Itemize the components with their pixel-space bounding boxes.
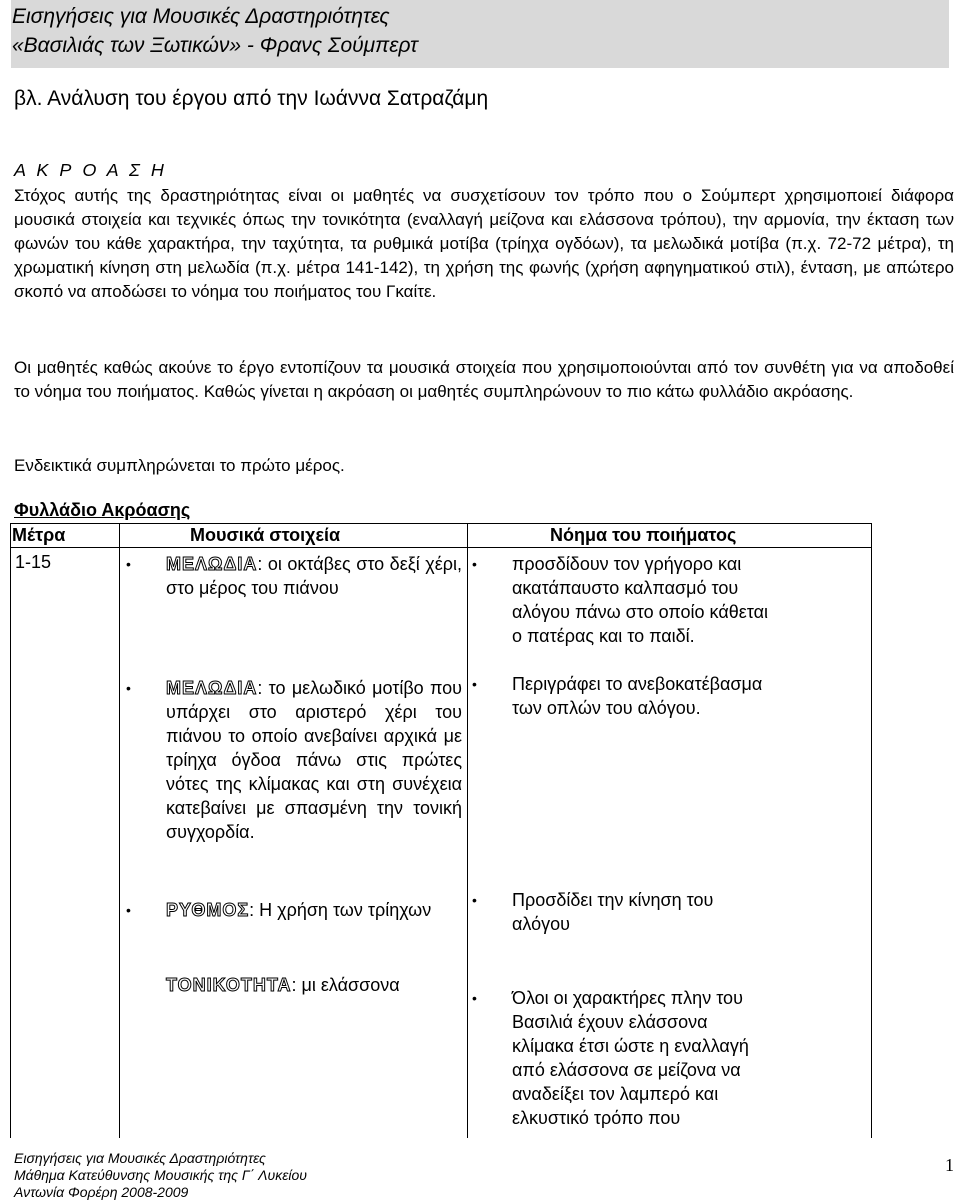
column-header-meaning: Νόημα του ποιήματος xyxy=(550,525,737,545)
bullet-icon: • xyxy=(126,680,131,696)
page-number: 1 xyxy=(945,1155,954,1175)
header-title-line1: Εισηγήσεις για Μουσικές Δραστηριότητες xyxy=(12,5,390,28)
table-border-left xyxy=(10,523,11,1138)
table-divider-2 xyxy=(467,523,468,1138)
paragraph-process: Οι μαθητές καθώς ακούνε το έργο εντοπίζουν τα μουσικά στοιχεία που χρησιμοποιούνται από τον συνθέτη για να αποδοθεί το νόημα του ποιήματος. Καθώς γίνεται η ακρόαση οι μαθητές συμπληρώνουν το πιο κάτω φυλλάδιο ακρόασης. xyxy=(14,358,954,401)
document-header xyxy=(11,0,949,68)
column-header-elements: Μουσικά στοιχεία xyxy=(190,525,341,545)
element-text: : μι ελάσσονα xyxy=(291,975,400,995)
measures-cell: 1-15 xyxy=(15,552,52,572)
section-heading: Α Κ Ρ Ο Α Σ Η xyxy=(14,160,167,180)
table-divider-1 xyxy=(119,523,120,1138)
footer-line1: Εισηγήσεις για Μουσικές Δραστηριότητες xyxy=(14,1150,266,1166)
paragraph-note: Ενδεικτικά συμπληρώνεται το πρώτο μέρος. xyxy=(14,456,345,475)
bullet-icon: • xyxy=(472,990,477,1006)
table-header-rule xyxy=(10,547,872,548)
element-text: : το μελωδικό μοτίβο που υπάρχει στο αριστερό χέρι του πιάνου το οποίο ανεβαίνει αρχικά με τρίηχα όγδοα πάνω στις πρώτες νότες της κλίμακας και στη συνέχεια κατεβαίνει με σπασμένη την τονική συγχορδία. xyxy=(166,678,462,842)
footer-line2: Μάθημα Κατεύθυνσης Μουσικής της Γ΄ Λυκείου xyxy=(14,1167,307,1183)
meaning-text: Όλοι οι χαρακτήρες πλην του Βασιλιά έχουν ελάσσονα κλίμακα έτσι ώστε η εναλλαγή από ελάσσονα σε μείζονα να αναδείξει τον λαμπερό και ελκυστικό τρόπο που xyxy=(512,988,749,1128)
subtitle: βλ. Ανάλυση του έργου από την Ιωάννα Σατραζάμη xyxy=(14,87,489,110)
element-keyword: ΡΥΘΜΟΣ xyxy=(166,900,250,920)
column-header-measures: Μέτρα xyxy=(12,525,66,545)
bullet-icon: • xyxy=(472,676,477,692)
meaning-text: προσδίδουν τον γρήγορο και ακατάπαυστο καλπασμό του αλόγου πάνω στο οποίο κάθεται ο πατέρας και το παιδί. xyxy=(512,554,769,646)
table-top-rule xyxy=(10,523,872,524)
element-keyword: ΜΕΛΩΔΙΑ xyxy=(166,554,258,574)
paragraph-goal: Στόχος αυτής της δραστηριότητας είναι οι μαθητές να συσχετίσουν τον τρόπο που ο Σούμπερτ χρησιμοποιεί διάφορα μουσικά στοιχεία και τεχνικές όπως την τονικότητα (εναλλαγή μείζονα και ελάσσονα τρόπου), την αρμονία, την έκταση των φωνών του κάθε χαρακτήρα, την ταχύτητα, τα ρυθμικά μοτίβα (τρίηχα ογδόων), τα μελωδικά μοτίβα (π.χ. 72-72 μέτρα), τη χρωματική κίνηση στη μελωδία (π.χ. μέτρα 141-142), τη χρήση της φωνής (χρήση αφηγηματικού στιλ), ένταση, με απώτερο σκοπό να αποδώσει το νόημα του ποιήματος του Γκαίτε. xyxy=(14,186,954,301)
element-text: : Η χρήση των τρίηχων xyxy=(249,900,432,920)
bullet-icon: • xyxy=(126,902,131,918)
element-text: : οι οκτάβες στο δεξί χέρι, στο μέρος του πιάνου xyxy=(166,554,462,598)
worksheet-title: Φυλλάδιο Ακρόασης xyxy=(14,500,191,520)
worksheet-table xyxy=(10,523,872,1138)
table-border-right xyxy=(871,523,872,1138)
element-keyword: ΤΟΝΙΚΟΤΗΤΑ xyxy=(166,975,292,995)
meaning-text: Περιγράφει το ανεβοκατέβασμα των οπλών του αλόγου. xyxy=(512,674,763,718)
element-keyword: ΜΕΛΩΔΙΑ xyxy=(166,678,258,698)
footer-line3: Αντωνία Φορέρη 2008-2009 xyxy=(14,1184,189,1200)
header-title-line2: «Βασιλιάς των Ξωτικών» - Φρανς Σούμπερτ xyxy=(12,34,418,57)
bullet-icon: • xyxy=(472,556,477,572)
bullet-icon: • xyxy=(472,892,477,908)
bullet-icon: • xyxy=(126,556,131,572)
meaning-text: Προσδίδει την κίνηση του αλόγου xyxy=(512,890,714,934)
